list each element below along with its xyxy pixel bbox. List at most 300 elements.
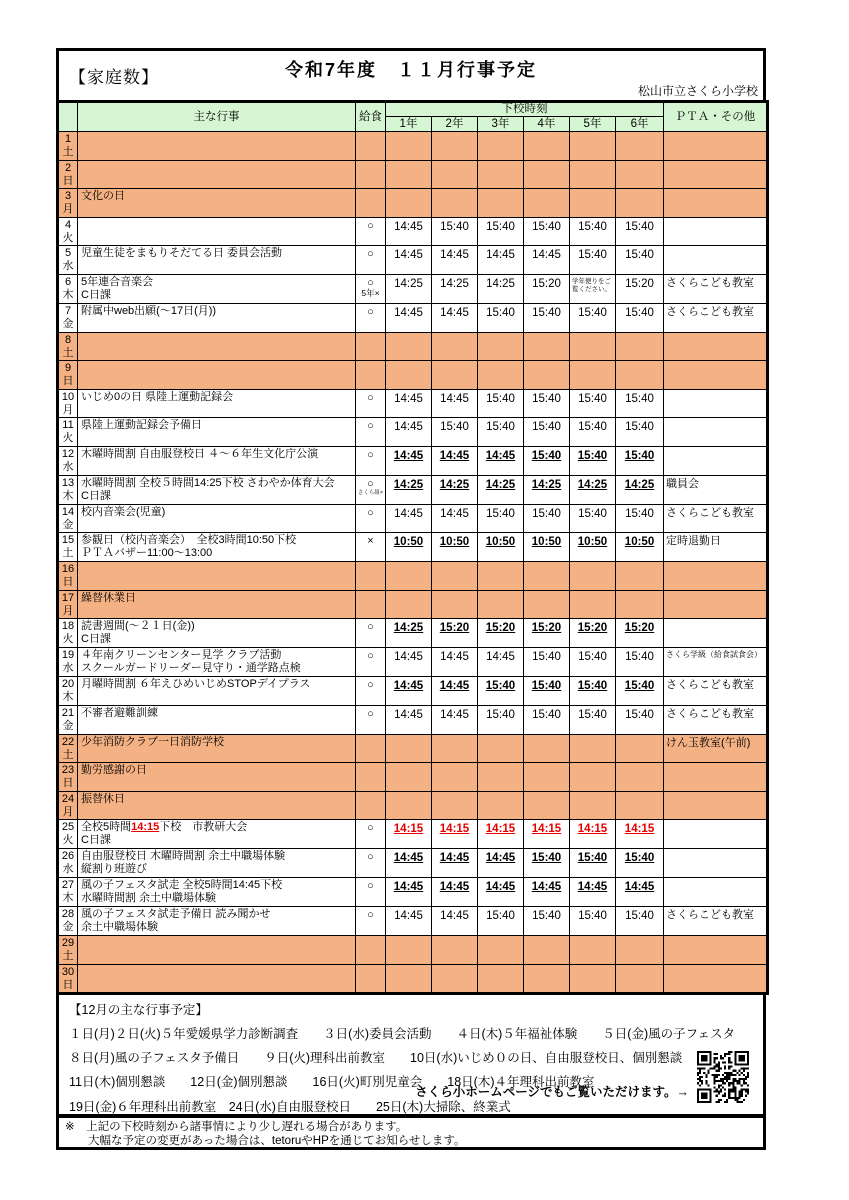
dismissal-time-cell <box>570 878 616 907</box>
time-value: 14:45 <box>485 449 516 462</box>
pta-cell <box>664 878 768 907</box>
pta-cell: さくらこども教室 <box>664 677 768 706</box>
time-value: 15:20 <box>531 622 562 635</box>
day-weekday: 火 <box>62 432 74 445</box>
time-value: 15:40 <box>532 507 561 520</box>
lunch-mark: ○ <box>367 707 374 720</box>
date-cell <box>58 648 78 677</box>
dismissal-time-cell <box>386 303 432 332</box>
dismissal-time-cell <box>570 504 616 533</box>
time-value: 15:40 <box>486 220 515 233</box>
dismissal-time-cell <box>524 791 570 820</box>
dismissal-time-cell <box>386 820 432 849</box>
time-value: 15:40 <box>578 651 607 664</box>
date-cell <box>58 303 78 332</box>
time-value: 15:40 <box>578 220 607 233</box>
dismissal-time-cell <box>524 677 570 706</box>
time-value: 10:50 <box>624 536 655 549</box>
pta-cell <box>664 189 768 218</box>
lunch-mark: ○ <box>367 391 374 404</box>
time-value: 14:45 <box>439 680 470 693</box>
day-row <box>58 590 768 619</box>
day-weekday: 木 <box>62 691 74 704</box>
date-cell <box>58 274 78 303</box>
lunch-mark: ○ <box>367 477 374 490</box>
pta-cell <box>664 849 768 878</box>
pta-cell <box>664 820 768 849</box>
time-value: 15:20 <box>624 622 655 635</box>
time-value: 14:45 <box>486 249 515 262</box>
lunch-mark: ○ <box>367 880 374 893</box>
event-cell <box>78 907 356 936</box>
date-cell <box>58 533 78 562</box>
dismissal-time-cell <box>524 217 570 246</box>
dismissal-time-cell <box>478 705 524 734</box>
day-weekday: 土 <box>62 346 74 359</box>
lunch-cell <box>356 475 386 504</box>
dismissal-time-cell <box>478 562 524 591</box>
col-header-grade2: 2年 <box>432 117 478 132</box>
dismissal-time-cell <box>570 303 616 332</box>
dismissal-time-cell <box>478 907 524 936</box>
time-value: 14:45 <box>439 852 470 865</box>
footnote-line2: 大幅な予定の変更があった場合は、tetoruやHPを通じてお知らせします。 <box>65 1135 466 1148</box>
day-row <box>58 619 768 648</box>
dismissal-time-cell <box>432 504 478 533</box>
time-value: 14:45 <box>394 421 423 434</box>
dismissal-time-cell <box>570 820 616 849</box>
date-cell <box>58 332 78 361</box>
day-row <box>58 533 768 562</box>
event-line1 <box>81 620 352 633</box>
dismissal-time-cell <box>478 533 524 562</box>
time-value: 15:40 <box>532 910 561 923</box>
pta-cell <box>664 332 768 361</box>
day-number: 18 <box>61 620 75 633</box>
day-number: 24 <box>61 792 75 805</box>
time-value: 15:40 <box>577 449 608 462</box>
time-value: 15:40 <box>486 507 515 520</box>
dismissal-time-cell <box>616 132 664 161</box>
event-text: 全校5時間 <box>81 821 132 834</box>
lunch-cell <box>356 619 386 648</box>
dismissal-time-cell <box>478 246 524 275</box>
time-value: 14:25 <box>394 277 423 290</box>
dismissal-time-cell <box>570 849 616 878</box>
lunch-cell <box>356 705 386 734</box>
event-line1 <box>81 305 352 318</box>
event-cell <box>78 964 356 993</box>
day-weekday: 日 <box>62 777 74 790</box>
day-row <box>58 849 768 878</box>
time-value: 15:20 <box>625 277 654 290</box>
pta-cell: さくらこども教室 <box>664 504 768 533</box>
dismissal-time-cell <box>432 418 478 447</box>
title-bar <box>56 48 766 100</box>
event-text: 読書週間(～２１日(金)) <box>81 620 195 633</box>
day-weekday: 土 <box>62 547 74 560</box>
day-number: 17 <box>61 591 75 604</box>
event-text: 木曜時間割 自由服登校日 ４～６年生文化庁公演 <box>81 447 319 460</box>
event-text: 参観日（校内音楽会） 全校3時間10:50下校 <box>81 534 297 547</box>
day-number: 26 <box>61 850 75 863</box>
day-row <box>58 878 768 907</box>
event-text-after: 下校 市教研大会 <box>159 821 248 834</box>
dismissal-time-cell <box>478 734 524 763</box>
dismissal-time-cell <box>616 533 664 562</box>
event-text: 風の子フェスタ試走 全校5時間14:45下校 <box>81 879 283 892</box>
dismissal-time-cell <box>524 562 570 591</box>
date-cell <box>58 504 78 533</box>
col-header-grade5: 5年 <box>570 117 616 132</box>
dismissal-time-cell <box>616 907 664 936</box>
dismissal-time-cell <box>570 533 616 562</box>
event-cell <box>78 160 356 189</box>
time-value: 14:45 <box>486 651 515 664</box>
date-cell <box>58 820 78 849</box>
event-line1 <box>81 534 352 547</box>
dismissal-time-cell <box>432 475 478 504</box>
event-cell <box>78 878 356 907</box>
time-value: 15:40 <box>578 910 607 923</box>
homepage-note: さくら小ホームページでもご覧いただけます。→ <box>415 1084 689 1099</box>
dismissal-time-cell <box>432 189 478 218</box>
time-value: 15:40 <box>486 421 515 434</box>
dismissal-time-cell <box>432 791 478 820</box>
dismissal-time-cell <box>524 936 570 965</box>
col-header-grade1: 1年 <box>386 117 432 132</box>
col-header-grade6: 6年 <box>616 117 664 132</box>
pta-cell <box>664 160 768 189</box>
dismissal-time-cell <box>524 361 570 390</box>
date-cell <box>58 705 78 734</box>
day-row <box>58 964 768 993</box>
dismissal-time-cell <box>524 160 570 189</box>
event-text: 風の子フェスタ試走予備日 読み聞かせ <box>81 908 271 921</box>
day-row <box>58 132 768 161</box>
pta-cell: さくらこども教室 <box>664 907 768 936</box>
event-text: 自由服登校日 木曜時間割 余土中職場体験 <box>81 850 286 863</box>
dismissal-time-cell <box>386 878 432 907</box>
event-text: 振替休日 <box>81 792 125 805</box>
pta-cell: さくら学級（給食試食会） <box>664 648 768 677</box>
dismissal-time-cell <box>616 878 664 907</box>
dismissal-time-cell <box>478 389 524 418</box>
date-cell <box>58 849 78 878</box>
event-cell <box>78 763 356 792</box>
dismissal-time-cell <box>478 303 524 332</box>
day-row <box>58 648 768 677</box>
day-weekday: 水 <box>62 863 74 876</box>
pta-cell <box>664 619 768 648</box>
dismissal-time-cell <box>432 303 478 332</box>
dismissal-time-cell <box>616 964 664 993</box>
dismissal-time-cell <box>570 274 616 303</box>
event-line1 <box>81 908 352 921</box>
time-value: 14:25 <box>439 478 470 491</box>
dismissal-time-cell <box>524 878 570 907</box>
time-value: 10:50 <box>531 536 562 549</box>
dismissal-time-cell <box>386 132 432 161</box>
day-weekday: 金 <box>62 518 74 531</box>
dismissal-time-cell <box>616 791 664 820</box>
event-cell <box>78 217 356 246</box>
time-value: 15:40 <box>625 507 654 520</box>
time-value: 14:45 <box>394 306 423 319</box>
event-line1 <box>81 879 352 892</box>
time-note: 学年便りをご覧ください。 <box>572 277 611 293</box>
event-line1 <box>81 448 352 461</box>
time-value: 14:45 <box>440 392 469 405</box>
pta-cell: さくらこども教室 <box>664 705 768 734</box>
header-row-top <box>58 102 768 117</box>
day-weekday: 金 <box>62 317 74 330</box>
dismissal-time-cell <box>616 648 664 677</box>
dismissal-time-cell <box>478 132 524 161</box>
day-weekday: 水 <box>62 662 74 675</box>
dismissal-time-cell <box>432 820 478 849</box>
time-value: 14:45 <box>394 507 423 520</box>
event-text: 不審者避難訓練 <box>81 706 158 719</box>
lunch-cell <box>356 504 386 533</box>
dismissal-time-cell <box>432 936 478 965</box>
dismissal-time-cell <box>386 734 432 763</box>
time-value: 15:40 <box>531 680 562 693</box>
time-value: 14:45 <box>532 249 561 262</box>
dismissal-time-cell <box>570 475 616 504</box>
event-line1 <box>81 707 352 720</box>
lunch-mark: ○ <box>367 219 374 232</box>
lunch-cell <box>356 446 386 475</box>
pta-cell: さくらこども教室 <box>664 274 768 303</box>
dismissal-time-cell <box>478 217 524 246</box>
lunch-cell <box>356 590 386 619</box>
day-number: 8 <box>64 333 72 346</box>
event-cell <box>78 619 356 648</box>
dismissal-time-cell <box>478 964 524 993</box>
event-cell <box>78 246 356 275</box>
lunch-cell <box>356 562 386 591</box>
lunch-cell <box>356 217 386 246</box>
lunch-mark: ○ <box>367 276 374 289</box>
day-number: 22 <box>61 735 75 748</box>
time-value: 15:40 <box>625 392 654 405</box>
day-weekday: 月 <box>62 604 74 617</box>
dismissal-time-cell <box>432 907 478 936</box>
event-text: ４年南クリーンセンター見学 クラブ活動 <box>81 649 282 662</box>
lunch-mark: ○ <box>367 851 374 864</box>
event-line1 <box>81 821 352 834</box>
dismissal-time-cell <box>432 361 478 390</box>
december-preview <box>56 995 766 1117</box>
lunch-mark: × <box>367 535 374 548</box>
dismissal-time-cell <box>616 590 664 619</box>
event-line2: 余土中職場体験 <box>81 921 158 934</box>
time-value: 14:45 <box>440 910 469 923</box>
event-text: 5年連合音楽会 <box>81 275 154 288</box>
day-number: 10 <box>61 390 75 403</box>
day-weekday: 月 <box>62 805 74 818</box>
day-number: 4 <box>64 218 72 231</box>
dismissal-time-cell <box>616 820 664 849</box>
time-value: 15:20 <box>439 622 470 635</box>
lunch-note: さくら組× <box>357 489 384 496</box>
col-header-events: 主な行事 <box>78 102 356 132</box>
event-line2: C日課 <box>81 633 111 646</box>
dismissal-time-cell <box>616 677 664 706</box>
time-value: 15:40 <box>486 306 515 319</box>
event-line1 <box>81 649 352 662</box>
col-header-dismissal: 下校時刻 <box>386 102 664 117</box>
time-value: 14:25 <box>577 478 608 491</box>
event-line1 <box>81 764 352 777</box>
event-line2: 縦割り班遊び <box>81 863 147 876</box>
dismissal-time-cell <box>386 246 432 275</box>
dismissal-time-cell <box>478 418 524 447</box>
time-value: 14:45 <box>440 306 469 319</box>
lunch-cell <box>356 849 386 878</box>
day-weekday: 金 <box>62 719 74 732</box>
pta-cell <box>664 217 768 246</box>
event-cell <box>78 590 356 619</box>
event-text: 少年消防クラブ一日消防学校 <box>81 735 224 748</box>
time-value: 14:25 <box>440 277 469 290</box>
day-weekday: 日 <box>62 375 74 388</box>
time-value: 10:50 <box>393 536 424 549</box>
time-value: 15:40 <box>486 392 515 405</box>
date-cell <box>58 160 78 189</box>
event-line1 <box>81 190 352 203</box>
date-cell <box>58 189 78 218</box>
pta-cell <box>664 132 768 161</box>
dismissal-time-cell <box>478 332 524 361</box>
time-value: 15:40 <box>486 708 515 721</box>
day-number: 6 <box>64 275 72 288</box>
day-weekday: 水 <box>62 260 74 273</box>
dismissal-time-cell <box>616 246 664 275</box>
event-line1 <box>81 419 352 432</box>
time-value: 15:40 <box>578 249 607 262</box>
dismissal-time-cell <box>616 705 664 734</box>
dismissal-time-cell <box>478 160 524 189</box>
dismissal-time-cell <box>478 590 524 619</box>
time-value: 14:45 <box>577 881 608 894</box>
time-value: 14:45 <box>440 708 469 721</box>
time-value: 15:40 <box>532 220 561 233</box>
dismissal-time-cell <box>432 562 478 591</box>
event-line1 <box>81 477 352 490</box>
event-line2: 水曜時間割 余土中職場体験 <box>81 892 217 905</box>
lunch-cell <box>356 964 386 993</box>
lunch-cell <box>356 332 386 361</box>
day-number: 12 <box>61 447 75 460</box>
dismissal-time-cell <box>616 763 664 792</box>
event-line1 <box>81 592 352 605</box>
event-cell <box>78 936 356 965</box>
day-weekday: 土 <box>62 146 74 158</box>
dismissal-time-cell <box>524 389 570 418</box>
dismissal-time-cell <box>478 446 524 475</box>
day-weekday: 火 <box>62 231 74 244</box>
time-value: 14:15 <box>624 823 655 836</box>
time-value: 10:50 <box>577 536 608 549</box>
date-cell <box>58 389 78 418</box>
event-cell <box>78 820 356 849</box>
day-row <box>58 791 768 820</box>
december-line: １日(月)２日(火)５年愛媛県学力診断調査 ３日(水)委員会活動 ４日(木)５年福祉体験 ５日(金)風の子フェスタ <box>69 1027 736 1042</box>
day-number: 7 <box>64 304 72 317</box>
pta-cell <box>664 418 768 447</box>
dismissal-time-cell <box>570 332 616 361</box>
december-lines <box>69 1022 753 1119</box>
footnote-line1: ※ 上記の下校時刻から諸事情により少し遅れる場合があります。 <box>65 1120 408 1133</box>
event-text: 県陸上運動記録会予備日 <box>81 419 202 432</box>
event-cell <box>78 734 356 763</box>
time-value: 14:45 <box>393 449 424 462</box>
day-number: 15 <box>61 534 75 547</box>
time-value: 14:45 <box>393 881 424 894</box>
lunch-mark: ○ <box>367 305 374 318</box>
december-line: 11日(木)個別懇談 12日(金)個別懇談 16日(火)町別児童会 18日(木)４年理科出前教室 <box>69 1075 595 1090</box>
dismissal-time-cell <box>386 446 432 475</box>
dismissal-time-cell <box>524 734 570 763</box>
date-cell <box>58 936 78 965</box>
time-value: 14:45 <box>394 249 423 262</box>
lunch-cell <box>356 361 386 390</box>
col-header-lunch: 給食 <box>356 102 386 132</box>
day-number: 20 <box>61 678 75 691</box>
time-value: 15:40 <box>578 708 607 721</box>
dismissal-time-cell <box>616 734 664 763</box>
day-weekday: 金 <box>62 921 74 934</box>
lunch-mark: ○ <box>367 506 374 519</box>
dismissal-time-cell <box>524 418 570 447</box>
dismissal-time-cell <box>616 274 664 303</box>
dismissal-time-cell <box>432 332 478 361</box>
date-cell <box>58 619 78 648</box>
dismissal-time-cell <box>570 936 616 965</box>
dismissal-time-cell <box>524 648 570 677</box>
col-header-pta: ＰＴＡ・その他 <box>664 102 768 132</box>
dismissal-time-cell <box>478 504 524 533</box>
time-value: 10:50 <box>485 536 516 549</box>
dismissal-time-cell <box>570 389 616 418</box>
dismissal-time-cell <box>570 217 616 246</box>
event-highlight-time: 14:15 <box>131 821 160 834</box>
pta-cell: さくらこども教室 <box>664 303 768 332</box>
time-value: 14:45 <box>393 852 424 865</box>
dismissal-time-cell <box>524 705 570 734</box>
dismissal-time-cell <box>386 504 432 533</box>
dismissal-time-cell <box>524 132 570 161</box>
lunch-mark: ○ <box>367 909 374 922</box>
time-value: 15:20 <box>577 622 608 635</box>
dismissal-time-cell <box>432 160 478 189</box>
dismissal-time-cell <box>570 791 616 820</box>
date-cell <box>58 132 78 161</box>
dismissal-time-cell <box>478 361 524 390</box>
time-value: 15:40 <box>486 910 515 923</box>
dismissal-time-cell <box>616 562 664 591</box>
day-row <box>58 562 768 591</box>
pta-cell <box>664 389 768 418</box>
dismissal-time-cell <box>386 332 432 361</box>
december-line: ８日(月)風の子フェスタ予備日 ９日(火)理科出前教室 10日(水)いじめ０の日、自由服登校日、個別懇談 <box>69 1051 683 1066</box>
event-cell <box>78 274 356 303</box>
event-line1 <box>81 247 352 260</box>
dismissal-time-cell <box>570 619 616 648</box>
dismissal-time-cell <box>478 820 524 849</box>
